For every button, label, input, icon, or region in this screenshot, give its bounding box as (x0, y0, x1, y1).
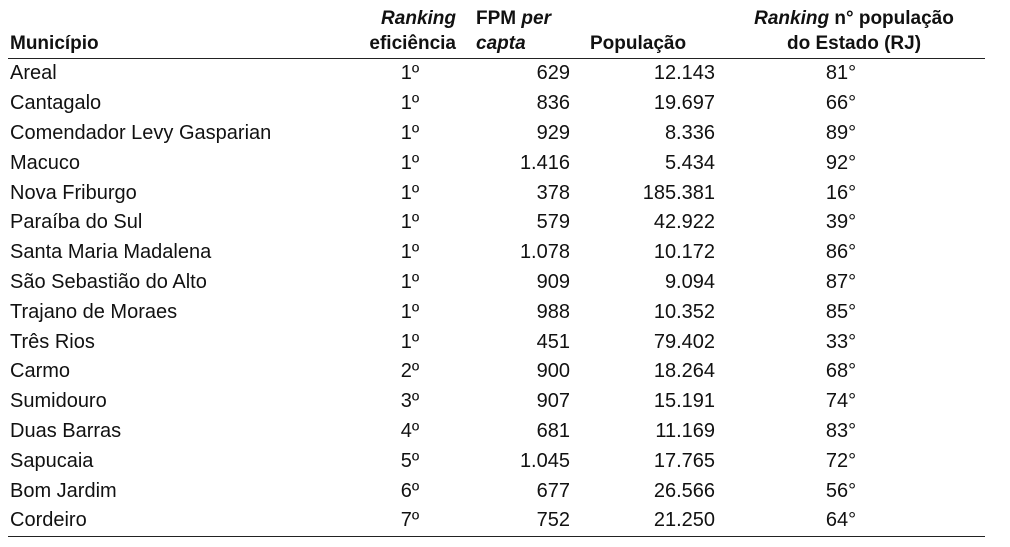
cell-municipio: Paraíba do Sul (10, 211, 143, 234)
cell-fpm-per-capta: 1.045 (519, 449, 570, 472)
cell-ranking-populacao: 39° (825, 211, 857, 234)
cell-populacao: 12.143 (653, 62, 715, 85)
cell-ranking-eficiencia: 1º (400, 270, 420, 293)
table-row (8, 476, 985, 506)
cell-ranking-populacao: 68° (825, 360, 857, 383)
table-row (8, 148, 985, 178)
header-ranking-line1: Ranking (381, 8, 456, 29)
municipios-table (8, 6, 985, 537)
header-fpm-per-capta (462, 6, 580, 59)
cell-municipio: Cordeiro (8, 506, 344, 536)
cell-municipio: Areal (10, 62, 57, 85)
cell-municipio: Bom Jardim (10, 479, 117, 502)
cell-municipio: Três Rios (10, 330, 95, 353)
header-rankpop-rest: n° população (834, 8, 954, 29)
cell-populacao: 15.191 (653, 390, 715, 413)
cell-ranking-populacao: 33° (825, 330, 857, 353)
cell-ranking-populacao: 87° (825, 270, 857, 293)
header-rankpop-line2: do Estado (RJ) (786, 33, 922, 54)
cell-populacao: 79.402 (653, 330, 715, 353)
table-row (8, 357, 985, 387)
cell-ranking-eficiencia: 1º (400, 330, 420, 353)
cell-fpm-per-capta: 451 (536, 330, 570, 353)
cell-fpm-per-capta: 752 (462, 506, 580, 536)
cell-populacao: 8.336 (664, 121, 715, 144)
cell-fpm-per-capta: 1.078 (519, 241, 570, 264)
cell-populacao: 19.697 (653, 92, 715, 115)
table-row (8, 119, 985, 149)
table-row (8, 297, 985, 327)
cell-populacao: 26.566 (653, 479, 715, 502)
header-populacao (580, 6, 717, 59)
table-row (8, 506, 985, 536)
cell-municipio: Santa Maria Madalena (10, 241, 212, 264)
cell-fpm-per-capta: 907 (536, 390, 570, 413)
cell-ranking-eficiencia: 1º (400, 211, 420, 234)
cell-ranking-populacao: 16° (825, 181, 857, 204)
header-municipio-text: Município (10, 33, 99, 54)
cell-populacao: 10.352 (653, 300, 715, 323)
cell-fpm-per-capta: 629 (536, 62, 570, 85)
cell-fpm-per-capta: 1.416 (519, 151, 570, 174)
table-row (8, 446, 985, 476)
table-row (8, 327, 985, 357)
cell-populacao: 5.434 (664, 151, 715, 174)
cell-populacao: 21.250 (580, 506, 717, 536)
header-fpm-line1: FPM (476, 8, 517, 29)
cell-ranking-populacao: 72° (825, 449, 857, 472)
header-row (8, 6, 985, 59)
cell-fpm-per-capta: 836 (536, 92, 570, 115)
cell-ranking-populacao: 74° (825, 390, 857, 413)
cell-fpm-per-capta: 988 (536, 300, 570, 323)
header-ranking-eficiencia (344, 6, 462, 59)
cell-municipio: São Sebastião do Alto (10, 270, 207, 293)
header-ranking-populacao (717, 6, 985, 59)
cell-ranking-populacao: 85° (825, 300, 857, 323)
cell-ranking-populacao: 83° (825, 419, 857, 442)
cell-ranking-populacao: 89° (825, 121, 857, 144)
header-ranking-line2: eficiência (369, 33, 456, 54)
cell-fpm-per-capta: 909 (536, 270, 570, 293)
header-rankpop-italic: Ranking (754, 8, 830, 29)
cell-ranking-populacao: 66° (825, 92, 857, 115)
cell-ranking-populacao: 81° (825, 62, 857, 85)
cell-fpm-per-capta: 900 (536, 360, 570, 383)
cell-ranking-eficiencia: 4º (400, 419, 420, 442)
cell-municipio: Sapucaia (10, 449, 94, 472)
cell-ranking-populacao: 86° (825, 241, 857, 264)
table-row (8, 208, 985, 238)
cell-populacao: 42.922 (653, 211, 715, 234)
cell-municipio: Macuco (10, 151, 81, 174)
cell-ranking-eficiencia: 1º (400, 300, 420, 323)
table-row (8, 387, 985, 417)
cell-ranking-eficiencia: 6º (400, 479, 420, 502)
cell-fpm-per-capta: 378 (536, 181, 570, 204)
table-row (8, 178, 985, 208)
cell-ranking-eficiencia: 1º (400, 241, 420, 264)
table-row (8, 238, 985, 268)
table-row (8, 417, 985, 447)
cell-ranking-eficiencia: 1º (400, 92, 420, 115)
cell-populacao: 9.094 (664, 270, 715, 293)
cell-ranking-eficiencia: 7º (344, 506, 462, 536)
cell-populacao: 18.264 (653, 360, 715, 383)
cell-fpm-per-capta: 677 (536, 479, 570, 502)
table-row (8, 59, 985, 89)
table-row (8, 268, 985, 298)
table-header (8, 6, 985, 59)
cell-municipio: Duas Barras (10, 419, 122, 442)
cell-ranking-eficiencia: 1º (400, 62, 420, 85)
cell-ranking-eficiencia: 1º (400, 151, 420, 174)
cell-ranking-eficiencia: 2º (400, 360, 420, 383)
cell-populacao: 185.381 (642, 181, 715, 204)
cell-municipio: Cantagalo (10, 92, 102, 115)
cell-municipio: Trajano de Moraes (10, 300, 178, 323)
cell-ranking-populacao: 56° (825, 479, 857, 502)
cell-fpm-per-capta: 579 (536, 211, 570, 234)
cell-ranking-eficiencia: 1º (400, 181, 420, 204)
header-fpm-line2: capta (476, 33, 526, 54)
cell-populacao: 10.172 (653, 241, 715, 264)
header-municipio (8, 6, 344, 59)
header-fpm-per: per (521, 8, 551, 29)
cell-fpm-per-capta: 929 (536, 121, 570, 144)
table-row (8, 89, 985, 119)
cell-populacao: 17.765 (653, 449, 715, 472)
cell-ranking-eficiencia: 3º (400, 390, 420, 413)
cell-ranking-eficiencia: 5º (400, 449, 420, 472)
cell-ranking-populacao: 92° (825, 151, 857, 174)
cell-populacao: 11.169 (655, 419, 715, 442)
cell-ranking-populacao: 64° (717, 506, 985, 536)
cell-municipio: Comendador Levy Gasparian (10, 121, 272, 144)
cell-municipio: Carmo (10, 360, 71, 383)
table-body (8, 59, 985, 537)
cell-municipio: Nova Friburgo (10, 181, 137, 204)
cell-municipio: Sumidouro (10, 390, 107, 413)
header-populacao-text: População (590, 33, 687, 54)
cell-ranking-eficiencia: 1º (400, 121, 420, 144)
cell-fpm-per-capta: 681 (536, 419, 570, 442)
